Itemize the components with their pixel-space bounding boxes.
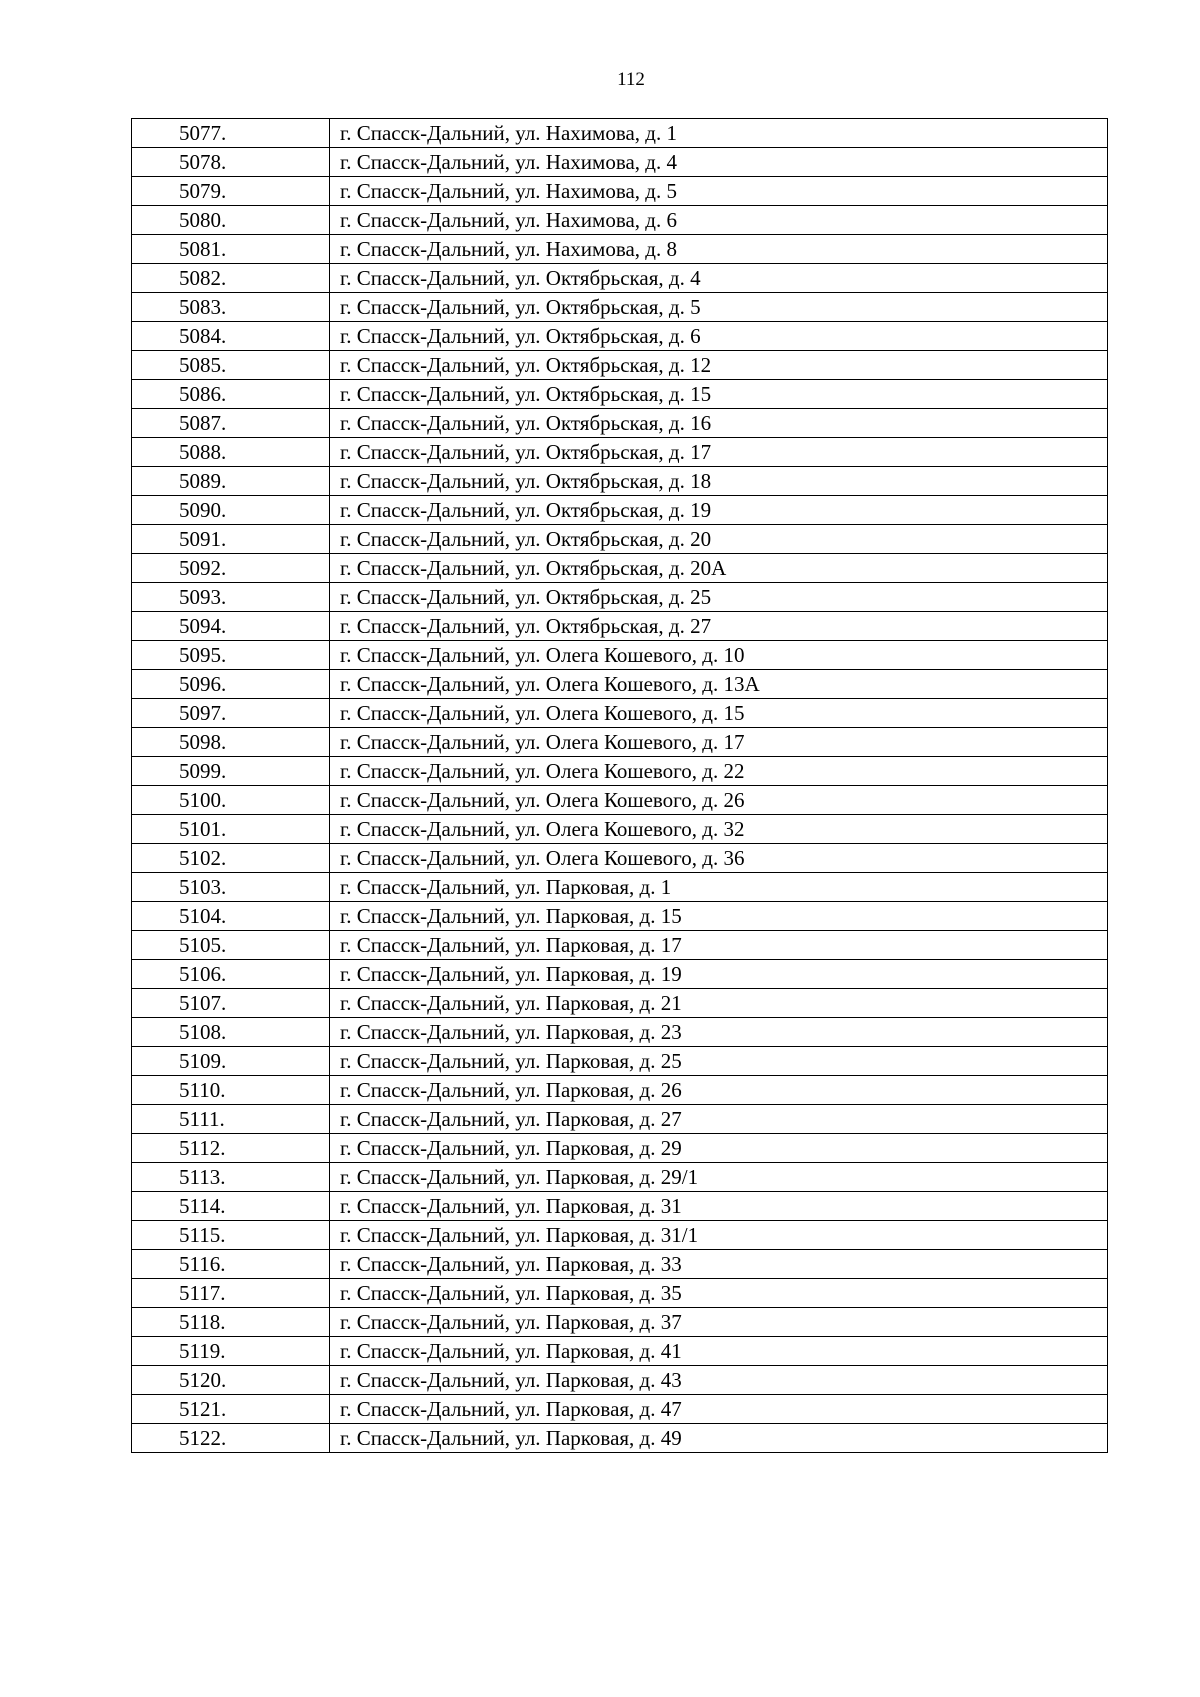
table-row [132,873,1108,902]
address-cell: г. Спасск-Дальний, ул. Олега Кошевого, д. 17 [330,728,1108,757]
address-cell: г. Спасск-Дальний, ул. Парковая, д. 1 [330,873,1108,902]
address-cell: г. Спасск-Дальний, ул. Октябрьская, д. 20А [330,554,1108,583]
table-row [132,293,1108,322]
table-row [132,206,1108,235]
table-row [132,931,1108,960]
row-number: 5113. [132,1163,330,1192]
row-number: 5121. [132,1395,330,1424]
row-number: 5115. [132,1221,330,1250]
row-number: 5089. [132,467,330,496]
table-row [132,1424,1108,1453]
row-number: 5102. [132,844,330,873]
row-number: 5106. [132,960,330,989]
address-cell: г. Спасск-Дальний, ул. Парковая, д. 21 [330,989,1108,1018]
table-row [132,1250,1108,1279]
page-number: 112 [617,69,645,90]
table-row [132,496,1108,525]
table-row [132,902,1108,931]
address-cell: г. Спасск-Дальний, ул. Олега Кошевого, д. 32 [330,815,1108,844]
row-number: 5095. [132,641,330,670]
address-cell: г. Спасск-Дальний, ул. Парковая, д. 41 [330,1337,1108,1366]
row-number: 5088. [132,438,330,467]
row-number: 5108. [132,1018,330,1047]
row-number: 5105. [132,931,330,960]
address-cell: г. Спасск-Дальний, ул. Парковая, д. 23 [330,1018,1108,1047]
row-number: 5081. [132,235,330,264]
address-cell: г. Спасск-Дальний, ул. Парковая, д. 43 [330,1366,1108,1395]
address-cell: г. Спасск-Дальний, ул. Парковая, д. 17 [330,931,1108,960]
address-cell: г. Спасск-Дальний, ул. Октябрьская, д. 27 [330,612,1108,641]
table-row [132,1366,1108,1395]
address-cell: г. Спасск-Дальний, ул. Парковая, д. 19 [330,960,1108,989]
row-number: 5118. [132,1308,330,1337]
table-row [132,409,1108,438]
row-number: 5096. [132,670,330,699]
address-cell: г. Спасск-Дальний, ул. Олега Кошевого, д. 36 [330,844,1108,873]
address-cell: г. Спасск-Дальний, ул. Октябрьская, д. 12 [330,351,1108,380]
address-table [131,118,1108,1453]
row-number: 5120. [132,1366,330,1395]
row-number: 5114. [132,1192,330,1221]
table-row [132,322,1108,351]
table-row [132,148,1108,177]
row-number: 5103. [132,873,330,902]
table-row [132,960,1108,989]
address-cell: г. Спасск-Дальний, ул. Парковая, д. 31/1 [330,1221,1108,1250]
address-cell: г. Спасск-Дальний, ул. Парковая, д. 35 [330,1279,1108,1308]
table-row [132,583,1108,612]
table-row [132,1279,1108,1308]
row-number: 5122. [132,1424,330,1453]
table-row [132,554,1108,583]
table-row [132,1105,1108,1134]
table-row [132,1018,1108,1047]
address-cell: г. Спасск-Дальний, ул. Парковая, д. 15 [330,902,1108,931]
address-table-body [132,119,1108,1453]
row-number: 5117. [132,1279,330,1308]
table-row [132,844,1108,873]
row-number: 5091. [132,525,330,554]
row-number: 5083. [132,293,330,322]
row-number: 5087. [132,409,330,438]
row-number: 5079. [132,177,330,206]
address-cell: г. Спасск-Дальний, ул. Олега Кошевого, д. 26 [330,786,1108,815]
table-row [132,670,1108,699]
table-row [132,235,1108,264]
address-cell: г. Спасск-Дальний, ул. Парковая, д. 33 [330,1250,1108,1279]
table-row [132,1047,1108,1076]
address-cell: г. Спасск-Дальний, ул. Октябрьская, д. 6 [330,322,1108,351]
address-cell: г. Спасск-Дальний, ул. Октябрьская, д. 5 [330,293,1108,322]
address-cell: г. Спасск-Дальний, ул. Парковая, д. 47 [330,1395,1108,1424]
address-cell: г. Спасск-Дальний, ул. Октябрьская, д. 15 [330,380,1108,409]
address-cell: г. Спасск-Дальний, ул. Олега Кошевого, д. 22 [330,757,1108,786]
table-row [132,438,1108,467]
row-number: 5086. [132,380,330,409]
table-row [132,119,1108,148]
address-cell: г. Спасск-Дальний, ул. Октябрьская, д. 18 [330,467,1108,496]
table-row [132,525,1108,554]
row-number: 5090. [132,496,330,525]
table-row [132,1134,1108,1163]
table-row [132,641,1108,670]
row-number: 5082. [132,264,330,293]
table-row [132,1163,1108,1192]
row-number: 5101. [132,815,330,844]
address-cell: г. Спасск-Дальний, ул. Октябрьская, д. 17 [330,438,1108,467]
address-cell: г. Спасск-Дальний, ул. Парковая, д. 29/1 [330,1163,1108,1192]
table-row [132,467,1108,496]
row-number: 5098. [132,728,330,757]
address-cell: г. Спасск-Дальний, ул. Октябрьская, д. 20 [330,525,1108,554]
address-cell: г. Спасск-Дальний, ул. Олега Кошевого, д. 15 [330,699,1108,728]
row-number: 5119. [132,1337,330,1366]
table-row [132,786,1108,815]
address-cell: г. Спасск-Дальний, ул. Октябрьская, д. 4 [330,264,1108,293]
row-number: 5080. [132,206,330,235]
table-row [132,989,1108,1018]
table-row [132,1221,1108,1250]
row-number: 5107. [132,989,330,1018]
table-row [132,351,1108,380]
row-number: 5099. [132,757,330,786]
table-row [132,380,1108,409]
address-cell: г. Спасск-Дальний, ул. Олега Кошевого, д. 13А [330,670,1108,699]
address-cell: г. Спасск-Дальний, ул. Нахимова, д. 1 [330,119,1108,148]
table-row [132,1395,1108,1424]
row-number: 5077. [132,119,330,148]
address-cell: г. Спасск-Дальний, ул. Парковая, д. 29 [330,1134,1108,1163]
address-cell: г. Спасск-Дальний, ул. Парковая, д. 31 [330,1192,1108,1221]
address-cell: г. Спасск-Дальний, ул. Нахимова, д. 5 [330,177,1108,206]
address-cell: г. Спасск-Дальний, ул. Нахимова, д. 8 [330,235,1108,264]
address-cell: г. Спасск-Дальний, ул. Парковая, д. 37 [330,1308,1108,1337]
table-row [132,815,1108,844]
row-number: 5097. [132,699,330,728]
table-row [132,757,1108,786]
address-cell: г. Спасск-Дальний, ул. Октябрьская, д. 16 [330,409,1108,438]
row-number: 5084. [132,322,330,351]
row-number: 5112. [132,1134,330,1163]
table-row [132,699,1108,728]
table-row [132,177,1108,206]
table-row [132,612,1108,641]
address-cell: г. Спасск-Дальний, ул. Парковая, д. 26 [330,1076,1108,1105]
table-row [132,1192,1108,1221]
address-cell: г. Спасск-Дальний, ул. Нахимова, д. 6 [330,206,1108,235]
row-number: 5111. [132,1105,330,1134]
row-number: 5093. [132,583,330,612]
address-cell: г. Спасск-Дальний, ул. Октябрьская, д. 25 [330,583,1108,612]
row-number: 5094. [132,612,330,641]
row-number: 5116. [132,1250,330,1279]
row-number: 5085. [132,351,330,380]
row-number: 5104. [132,902,330,931]
row-number: 5092. [132,554,330,583]
table-row [132,1076,1108,1105]
table-row [132,1337,1108,1366]
address-cell: г. Спасск-Дальний, ул. Октябрьская, д. 19 [330,496,1108,525]
address-cell: г. Спасск-Дальний, ул. Парковая, д. 25 [330,1047,1108,1076]
table-row [132,728,1108,757]
address-cell: г. Спасск-Дальний, ул. Нахимова, д. 4 [330,148,1108,177]
address-cell: г. Спасск-Дальний, ул. Олега Кошевого, д. 10 [330,641,1108,670]
row-number: 5100. [132,786,330,815]
row-number: 5109. [132,1047,330,1076]
row-number: 5078. [132,148,330,177]
table-row [132,1308,1108,1337]
table-row [132,264,1108,293]
address-cell: г. Спасск-Дальний, ул. Парковая, д. 27 [330,1105,1108,1134]
address-cell: г. Спасск-Дальний, ул. Парковая, д. 49 [330,1424,1108,1453]
row-number: 5110. [132,1076,330,1105]
